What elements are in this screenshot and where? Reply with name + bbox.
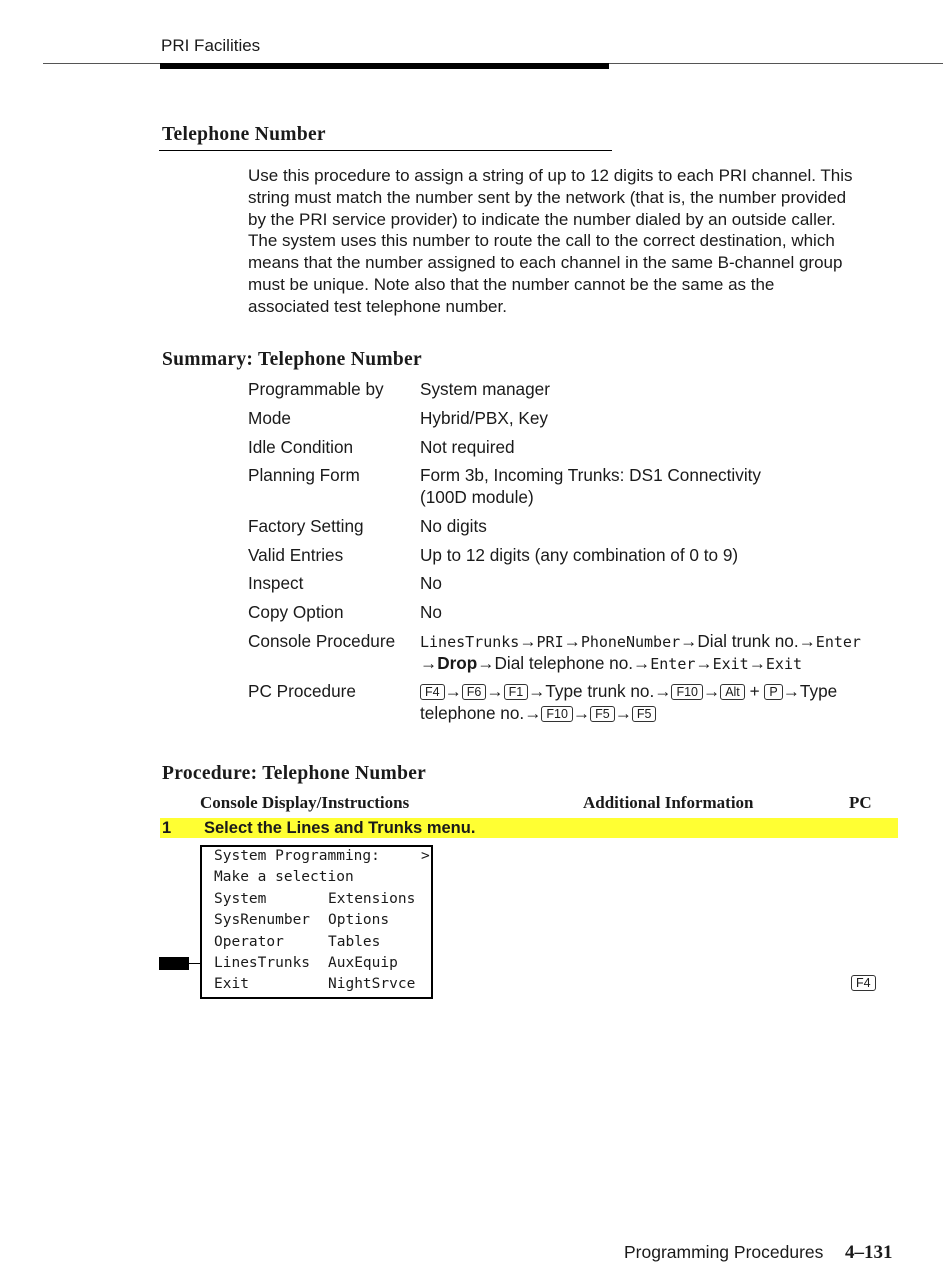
console-instruction: Dial telephone no. [494, 653, 634, 673]
console-text: Extensions [328, 891, 416, 907]
section-title: Telephone Number [162, 124, 326, 145]
key-cap: F1 [504, 684, 529, 700]
key-cap: F5 [590, 706, 615, 722]
summary-label: Mode [248, 408, 291, 428]
console-instruction: Dial trunk no. [697, 631, 799, 651]
console-procedure-line-1 [420, 631, 861, 654]
console-text: Operator [214, 934, 284, 950]
procedure-title: Procedure: Telephone Number [162, 763, 427, 784]
summary-value: Not required [420, 437, 515, 457]
console-key-name: PhoneNumber [580, 633, 681, 651]
body-line: string must match the number sent by the network (that is, the number provided [248, 187, 847, 207]
summary-value: Up to 12 digits (any combination of 0 to 9) [420, 545, 739, 565]
summary-value: No [420, 573, 442, 593]
console-key-name: Exit [712, 655, 749, 673]
summary-value-continued: (100D module) [420, 487, 534, 507]
body-line: by the PRI service provider) to indicate the number dialed by an outside caller. [248, 209, 836, 229]
arrow-glyph: → [695, 653, 713, 673]
pc-instruction: Type [799, 681, 838, 701]
body-line: means that the number assigned to each channel in the same B-channel group [248, 253, 843, 273]
arrow-glyph: → [444, 681, 462, 701]
arrow-glyph: → [798, 631, 816, 651]
console-text: Options [328, 912, 390, 928]
section-body [248, 165, 908, 318]
key-cap: F10 [671, 684, 703, 700]
console-text: System [214, 891, 267, 907]
summary-label: Programmable by [248, 379, 384, 399]
pc-key-cap: F4 [851, 975, 876, 991]
column-header-info: Additional Information [583, 793, 754, 812]
arrow-glyph: → [703, 681, 721, 701]
step-number: 1 [162, 819, 172, 837]
summary-label: Planning Form [248, 465, 360, 485]
arrow-glyph: → [748, 653, 766, 673]
summary-label: Copy Option [248, 602, 344, 622]
summary-label: Idle Condition [248, 437, 354, 457]
console-key-name: Drop [437, 653, 478, 673]
arrow-glyph: → [420, 653, 438, 673]
body-line: associated test telephone number. [248, 296, 507, 316]
summary-value: No digits [420, 516, 487, 536]
console-key-name: Enter [650, 655, 696, 673]
summary-label: PC Procedure [248, 681, 356, 701]
summary-value: No [420, 602, 442, 622]
console-text: Tables [328, 934, 381, 950]
selection-marker-line [189, 963, 200, 964]
footer-chapter: Programming Procedures [624, 1242, 824, 1262]
summary-value: Form 3b, Incoming Trunks: DS1 Connectivity [420, 465, 762, 485]
console-text: AuxEquip [328, 955, 398, 971]
console-key-name: LinesTrunks [420, 633, 520, 651]
console-text: Exit [214, 976, 249, 992]
summary-label: Factory Setting [248, 516, 364, 536]
arrow-glyph: → [633, 653, 651, 673]
column-header-display: Console Display/Instructions [200, 793, 410, 812]
key-cap: P [764, 684, 782, 700]
pc-procedure-line-1 [420, 681, 837, 703]
body-line: must be unique. Note also that the number cannot be the same as the [248, 274, 775, 294]
header-bar [160, 63, 609, 69]
console-text: > [421, 848, 430, 864]
summary-label: Console Procedure [248, 631, 396, 651]
console-text: SysRenumber [214, 912, 311, 928]
arrow-glyph: → [572, 703, 591, 723]
console-display [200, 845, 433, 999]
summary-value: System manager [420, 379, 550, 399]
section-rule [159, 150, 612, 151]
console-text: LinesTrunks [214, 955, 311, 971]
arrow-glyph: → [519, 631, 537, 651]
summary-label: Inspect [248, 573, 304, 593]
pc-instruction: telephone no. [420, 703, 525, 723]
console-key-name: Enter [815, 633, 861, 651]
arrow-glyph: → [680, 631, 698, 651]
key-cap: F5 [632, 706, 657, 722]
key-cap: F6 [462, 684, 487, 700]
body-line: The system uses this number to route the call to the correct destination, which [248, 231, 835, 251]
summary-title: Summary: Telephone Number [162, 349, 422, 370]
console-text: System Programming: [214, 848, 380, 864]
selection-marker [159, 957, 189, 970]
body-line: Use this procedure to assign a string of up to 12 digits to each PRI channel. This [248, 166, 853, 185]
console-text: NightSrvce [328, 976, 416, 992]
console-key-name: PRI [536, 633, 564, 651]
arrow-glyph: → [614, 703, 632, 723]
key-cap: F4 [420, 684, 445, 700]
console-text: Make a selection [214, 869, 354, 885]
step-text: Select the Lines and Trunks menu. [204, 819, 476, 837]
summary-label: Valid Entries [248, 545, 344, 565]
pc-procedure-line-2 [420, 703, 656, 725]
arrow-glyph: → [563, 631, 581, 651]
arrow-glyph: → [524, 703, 542, 723]
key-cap: Alt [720, 684, 745, 700]
page-number: 4–131 [845, 1242, 893, 1263]
running-header: PRI Facilities [161, 36, 261, 55]
column-header-pc: PC [849, 793, 872, 812]
console-procedure-line-2 [420, 653, 802, 676]
pc-instruction: Type trunk no. [545, 681, 655, 701]
console-key-name: Exit [765, 655, 803, 673]
arrow-glyph: → [477, 653, 495, 673]
plus-sign: + [749, 681, 760, 701]
summary-value: Hybrid/PBX, Key [420, 408, 548, 428]
arrow-glyph: → [486, 681, 504, 701]
arrow-glyph: → [528, 681, 546, 701]
arrow-glyph: → [782, 681, 800, 701]
arrow-glyph: → [654, 681, 672, 701]
key-cap: F10 [541, 706, 573, 722]
